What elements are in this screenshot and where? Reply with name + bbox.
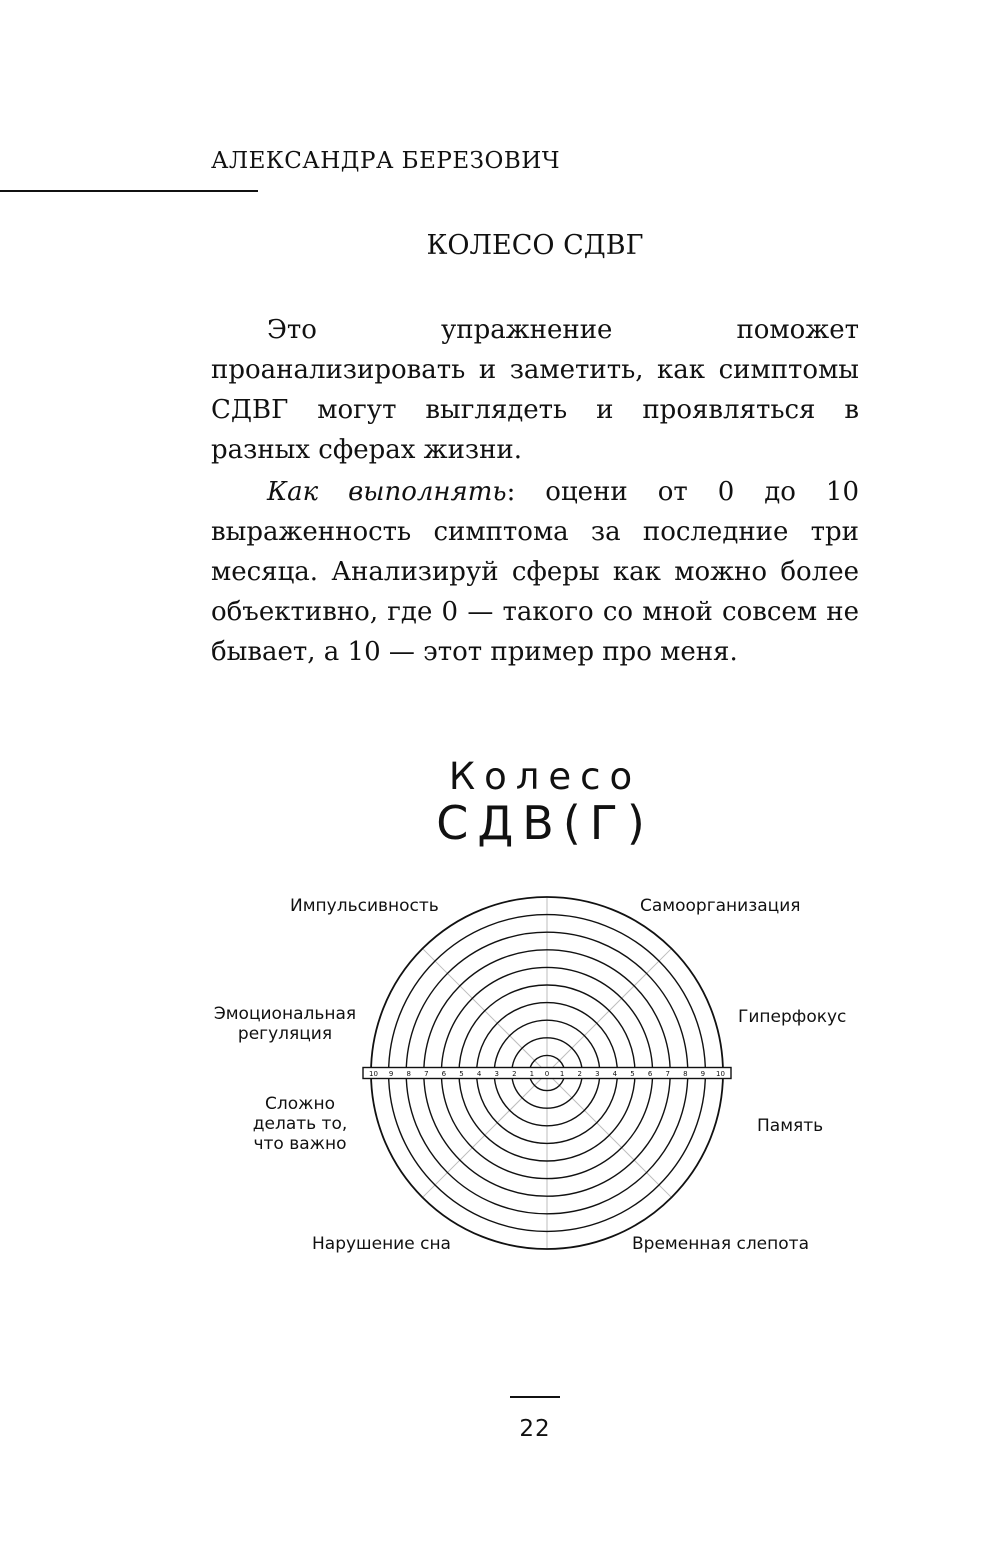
footer-rule <box>510 1396 560 1398</box>
scale-tick-label: 6 <box>647 1070 653 1078</box>
label-time-blindness: Временная слепота <box>632 1234 809 1254</box>
label-emotional-regulation-line2: регуляция <box>237 1024 333 1044</box>
label-emotional-regulation-line1: Эмоциональная <box>213 1004 357 1024</box>
scale-tick-label: 1 <box>529 1070 535 1078</box>
label-hyperfocus: Гиперфокус <box>738 1007 847 1027</box>
scale-tick-label: 4 <box>612 1070 618 1078</box>
scale-tick-label: 10 <box>716 1070 725 1078</box>
label-hard-line3: что важно <box>253 1134 347 1154</box>
label-memory: Память <box>757 1116 824 1136</box>
label-hard-line2: делать то, <box>252 1114 348 1134</box>
scale-tick-label: 2 <box>512 1070 517 1078</box>
instructions-lead: Как выполнять <box>267 477 507 507</box>
label-sleep-disorder: Нарушение сна <box>312 1234 451 1254</box>
scale-tick-label: 1 <box>559 1070 565 1078</box>
scale-tick-label: 2 <box>577 1070 582 1078</box>
label-hard-line1: Сложно <box>265 1094 335 1114</box>
scale-tick-label: 10 <box>369 1070 378 1078</box>
intro-paragraph-text: Это упражнение поможет проанализировать и заметить, как симптомы СДВГ могут выглядеть и проявляться в разных сферах жизни. <box>211 315 859 465</box>
section-title: КОЛЕСО СДВГ <box>426 230 644 261</box>
label-self-organization: Самоорганизация <box>640 896 801 916</box>
scale-tick-label: 5 <box>459 1070 464 1078</box>
scale-tick-label: 6 <box>441 1070 447 1078</box>
wheel-title-line1: Колесо <box>448 755 642 798</box>
label-hard-to-do-important <box>240 1094 360 1154</box>
label-impulsivity: Импульсивность <box>290 896 439 916</box>
scale-tick-label: 7 <box>665 1070 670 1078</box>
scale-tick-label: 9 <box>388 1070 394 1078</box>
scale-tick-label: 0 <box>544 1070 550 1078</box>
scale-tick-label: 3 <box>595 1070 600 1078</box>
scale-tick-label: 8 <box>406 1070 411 1078</box>
scale-tick-label: 9 <box>700 1070 706 1078</box>
running-head-author: АЛЕКСАНДРА БЕРЕЗОВИЧ <box>211 148 561 174</box>
wheel-title-line2: СДВ(Г) <box>436 796 654 850</box>
page-number: 22 <box>519 1416 551 1442</box>
scale-tick-label: 4 <box>476 1070 482 1078</box>
scale-tick-label: 7 <box>424 1070 429 1078</box>
instructions-rest: : оцени от 0 до 10 выраженность симптома за последние три месяца. Анализируй сферы как можно более объективно, где 0 — такого со мной совсем не бывает, а 10 — этот пример про меня. <box>211 477 860 667</box>
scale-tick-label: 8 <box>683 1070 688 1078</box>
label-emotional-regulation <box>205 1004 365 1044</box>
scale-tick-label: 5 <box>630 1070 635 1078</box>
scale-tick-label: 3 <box>494 1070 499 1078</box>
